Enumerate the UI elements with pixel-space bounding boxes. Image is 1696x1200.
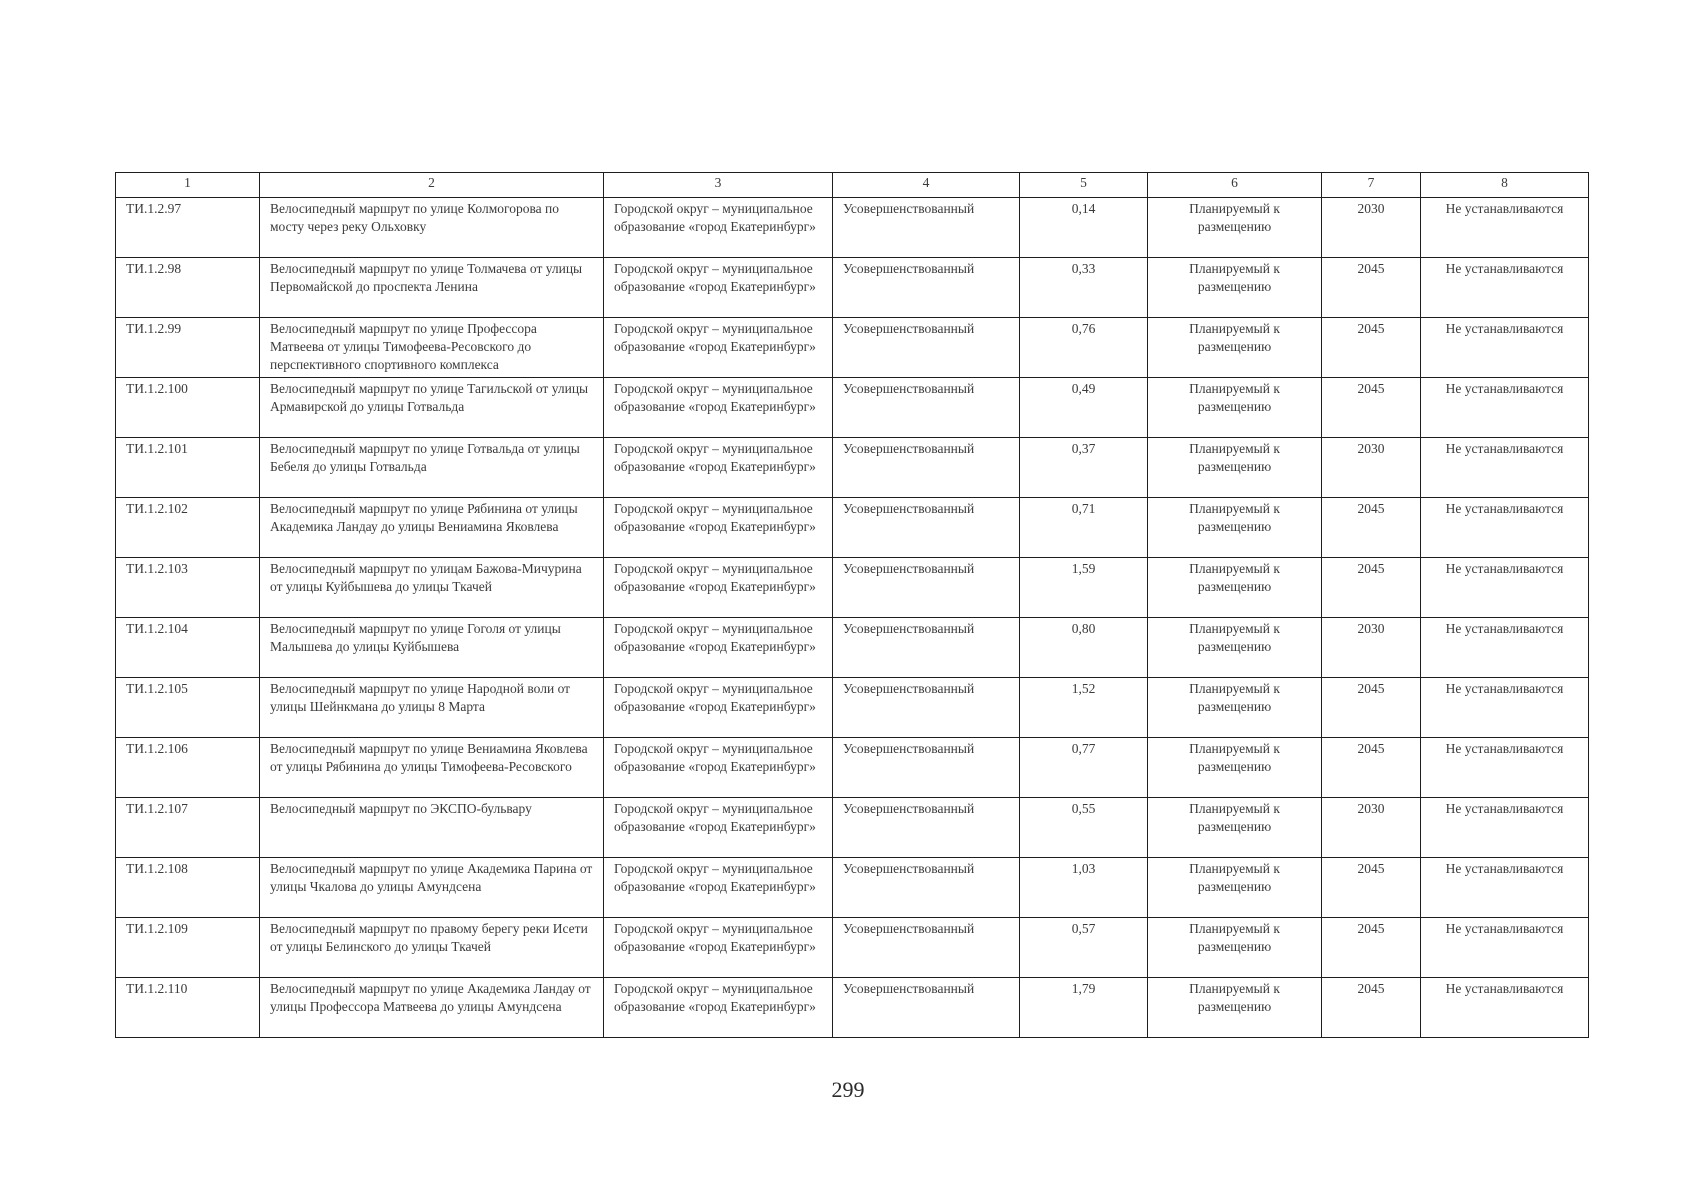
length-cell: 0,71 — [1020, 498, 1148, 558]
length-cell: 0,76 — [1020, 318, 1148, 378]
year-cell: 2030 — [1322, 798, 1421, 858]
year-cell: 2045 — [1322, 738, 1421, 798]
length-cell: 1,52 — [1020, 678, 1148, 738]
zone-cell: Не устанавливаются — [1421, 738, 1589, 798]
status-cell: Планируемый к размещению — [1148, 798, 1322, 858]
surface-type-cell: Усовершенствованный — [833, 258, 1020, 318]
object-code-cell: ТИ.1.2.98 — [116, 258, 260, 318]
surface-type-cell: Усовершенствованный — [833, 978, 1020, 1038]
route-name-cell: Велосипедный маршрут по улице Вениамина Яковлева от улицы Рябинина до улицы Тимофеева-Ресовского — [260, 738, 604, 798]
table-row — [116, 318, 1589, 378]
object-code-cell: ТИ.1.2.110 — [116, 978, 260, 1038]
status-cell: Планируемый к размещению — [1148, 318, 1322, 378]
status-cell: Планируемый к размещению — [1148, 438, 1322, 498]
year-cell: 2045 — [1322, 318, 1421, 378]
municipality-cell: Городской округ – муниципальное образование «город Екатеринбург» — [604, 858, 833, 918]
table-row — [116, 738, 1589, 798]
surface-type-cell: Усовершенствованный — [833, 678, 1020, 738]
surface-type-cell: Усовершенствованный — [833, 618, 1020, 678]
year-cell: 2045 — [1322, 258, 1421, 318]
length-cell: 0,55 — [1020, 798, 1148, 858]
table-row — [116, 978, 1589, 1038]
surface-type-cell: Усовершенствованный — [833, 738, 1020, 798]
length-cell: 1,59 — [1020, 558, 1148, 618]
column-header: 5 — [1020, 173, 1148, 198]
year-cell: 2045 — [1322, 918, 1421, 978]
year-cell: 2045 — [1322, 978, 1421, 1038]
municipality-cell: Городской округ – муниципальное образование «город Екатеринбург» — [604, 618, 833, 678]
year-cell: 2045 — [1322, 858, 1421, 918]
zone-cell: Не устанавливаются — [1421, 678, 1589, 738]
zone-cell: Не устанавливаются — [1421, 798, 1589, 858]
status-cell: Планируемый к размещению — [1148, 198, 1322, 258]
zone-cell: Не устанавливаются — [1421, 858, 1589, 918]
length-cell: 0,37 — [1020, 438, 1148, 498]
status-cell: Планируемый к размещению — [1148, 738, 1322, 798]
object-code-cell: ТИ.1.2.101 — [116, 438, 260, 498]
length-cell: 0,57 — [1020, 918, 1148, 978]
length-cell: 0,49 — [1020, 378, 1148, 438]
surface-type-cell: Усовершенствованный — [833, 198, 1020, 258]
year-cell: 2045 — [1322, 378, 1421, 438]
table-row — [116, 378, 1589, 438]
length-cell: 0,14 — [1020, 198, 1148, 258]
municipality-cell: Городской округ – муниципальное образование «город Екатеринбург» — [604, 558, 833, 618]
route-name-cell: Велосипедный маршрут по улице Колмогорова по мосту через реку Ольховку — [260, 198, 604, 258]
object-code-cell: ТИ.1.2.109 — [116, 918, 260, 978]
route-name-cell: Велосипедный маршрут по ЭКСПО-бульвару — [260, 798, 604, 858]
route-name-cell: Велосипедный маршрут по улице Академика Ландау от улицы Профессора Матвеева до улицы Амундсена — [260, 978, 604, 1038]
status-cell: Планируемый к размещению — [1148, 558, 1322, 618]
year-cell: 2030 — [1322, 198, 1421, 258]
column-header: 1 — [116, 173, 260, 198]
status-cell: Планируемый к размещению — [1148, 258, 1322, 318]
column-header: 7 — [1322, 173, 1421, 198]
surface-type-cell: Усовершенствованный — [833, 558, 1020, 618]
municipality-cell: Городской округ – муниципальное образование «город Екатеринбург» — [604, 258, 833, 318]
status-cell: Планируемый к размещению — [1148, 978, 1322, 1038]
route-name-cell: Велосипедный маршрут по улице Народной воли от улицы Шейнкмана до улицы 8 Марта — [260, 678, 604, 738]
zone-cell: Не устанавливаются — [1421, 378, 1589, 438]
length-cell: 0,77 — [1020, 738, 1148, 798]
zone-cell: Не устанавливаются — [1421, 558, 1589, 618]
year-cell: 2045 — [1322, 498, 1421, 558]
length-cell: 1,03 — [1020, 858, 1148, 918]
year-cell: 2045 — [1322, 678, 1421, 738]
object-code-cell: ТИ.1.2.107 — [116, 798, 260, 858]
surface-type-cell: Усовершенствованный — [833, 918, 1020, 978]
surface-type-cell: Усовершенствованный — [833, 438, 1020, 498]
table-body — [116, 198, 1589, 1038]
zone-cell: Не устанавливаются — [1421, 498, 1589, 558]
table-row — [116, 198, 1589, 258]
table-row — [116, 678, 1589, 738]
table-row — [116, 438, 1589, 498]
length-cell: 1,79 — [1020, 978, 1148, 1038]
column-header: 6 — [1148, 173, 1322, 198]
column-header: 4 — [833, 173, 1020, 198]
object-code-cell: ТИ.1.2.106 — [116, 738, 260, 798]
municipality-cell: Городской округ – муниципальное образование «город Екатеринбург» — [604, 738, 833, 798]
year-cell: 2030 — [1322, 438, 1421, 498]
route-name-cell: Велосипедный маршрут по улицам Бажова-Мичурина от улицы Куйбышева до улицы Ткачей — [260, 558, 604, 618]
route-name-cell: Велосипедный маршрут по улице Профессора Матвеева от улицы Тимофеева-Ресовского до перспективного спортивного комплекса — [260, 318, 604, 378]
object-code-cell: ТИ.1.2.105 — [116, 678, 260, 738]
year-cell: 2045 — [1322, 558, 1421, 618]
status-cell: Планируемый к размещению — [1148, 378, 1322, 438]
table-row — [116, 858, 1589, 918]
year-cell: 2030 — [1322, 618, 1421, 678]
column-header: 3 — [604, 173, 833, 198]
table-row — [116, 618, 1589, 678]
object-code-cell: ТИ.1.2.99 — [116, 318, 260, 378]
zone-cell: Не устанавливаются — [1421, 618, 1589, 678]
zone-cell: Не устанавливаются — [1421, 438, 1589, 498]
surface-type-cell: Усовершенствованный — [833, 798, 1020, 858]
surface-type-cell: Усовершенствованный — [833, 858, 1020, 918]
route-name-cell: Велосипедный маршрут по улице Готвальда от улицы Бебеля до улицы Готвальда — [260, 438, 604, 498]
municipality-cell: Городской округ – муниципальное образование «город Екатеринбург» — [604, 978, 833, 1038]
route-name-cell: Велосипедный маршрут по улице Толмачева от улицы Первомайской до проспекта Ленина — [260, 258, 604, 318]
status-cell: Планируемый к размещению — [1148, 918, 1322, 978]
object-code-cell: ТИ.1.2.97 — [116, 198, 260, 258]
municipality-cell: Городской округ – муниципальное образование «город Екатеринбург» — [604, 318, 833, 378]
length-cell: 0,80 — [1020, 618, 1148, 678]
object-code-cell: ТИ.1.2.104 — [116, 618, 260, 678]
zone-cell: Не устанавливаются — [1421, 978, 1589, 1038]
status-cell: Планируемый к размещению — [1148, 678, 1322, 738]
column-header: 2 — [260, 173, 604, 198]
zone-cell: Не устанавливаются — [1421, 918, 1589, 978]
page-number: 299 — [831, 1077, 865, 1102]
route-name-cell: Велосипедный маршрут по правому берегу реки Исети от улицы Белинского до улицы Ткачей — [260, 918, 604, 978]
municipality-cell: Городской округ – муниципальное образование «город Екатеринбург» — [604, 678, 833, 738]
surface-type-cell: Усовершенствованный — [833, 318, 1020, 378]
length-cell: 0,33 — [1020, 258, 1148, 318]
zone-cell: Не устанавливаются — [1421, 318, 1589, 378]
table-row — [116, 498, 1589, 558]
table-header — [116, 173, 1589, 198]
route-name-cell: Велосипедный маршрут по улице Тагильской от улицы Армавирской до улицы Готвальда — [260, 378, 604, 438]
zone-cell: Не устанавливаются — [1421, 258, 1589, 318]
zone-cell: Не устанавливаются — [1421, 198, 1589, 258]
surface-type-cell: Усовершенствованный — [833, 498, 1020, 558]
object-code-cell: ТИ.1.2.108 — [116, 858, 260, 918]
municipality-cell: Городской округ – муниципальное образование «город Екатеринбург» — [604, 198, 833, 258]
table-row — [116, 798, 1589, 858]
object-code-cell: ТИ.1.2.102 — [116, 498, 260, 558]
routes-table — [115, 172, 1589, 1038]
route-name-cell: Велосипедный маршрут по улице Академика Парина от улицы Чкалова до улицы Амундсена — [260, 858, 604, 918]
municipality-cell: Городской округ – муниципальное образование «город Екатеринбург» — [604, 798, 833, 858]
municipality-cell: Городской округ – муниципальное образование «город Екатеринбург» — [604, 378, 833, 438]
route-name-cell: Велосипедный маршрут по улице Гоголя от улицы Малышева до улицы Куйбышева — [260, 618, 604, 678]
municipality-cell: Городской округ – муниципальное образование «город Екатеринбург» — [604, 918, 833, 978]
route-name-cell: Велосипедный маршрут по улице Рябинина от улицы Академика Ландау до улицы Вениамина Яковлева — [260, 498, 604, 558]
surface-type-cell: Усовершенствованный — [833, 378, 1020, 438]
status-cell: Планируемый к размещению — [1148, 498, 1322, 558]
object-code-cell: ТИ.1.2.100 — [116, 378, 260, 438]
header-row — [116, 173, 1589, 198]
status-cell: Планируемый к размещению — [1148, 618, 1322, 678]
table-row — [116, 258, 1589, 318]
column-header: 8 — [1421, 173, 1589, 198]
municipality-cell: Городской округ – муниципальное образование «город Екатеринбург» — [604, 438, 833, 498]
table-row — [116, 918, 1589, 978]
status-cell: Планируемый к размещению — [1148, 858, 1322, 918]
municipality-cell: Городской округ – муниципальное образование «город Екатеринбург» — [604, 498, 833, 558]
object-code-cell: ТИ.1.2.103 — [116, 558, 260, 618]
table-row — [116, 558, 1589, 618]
